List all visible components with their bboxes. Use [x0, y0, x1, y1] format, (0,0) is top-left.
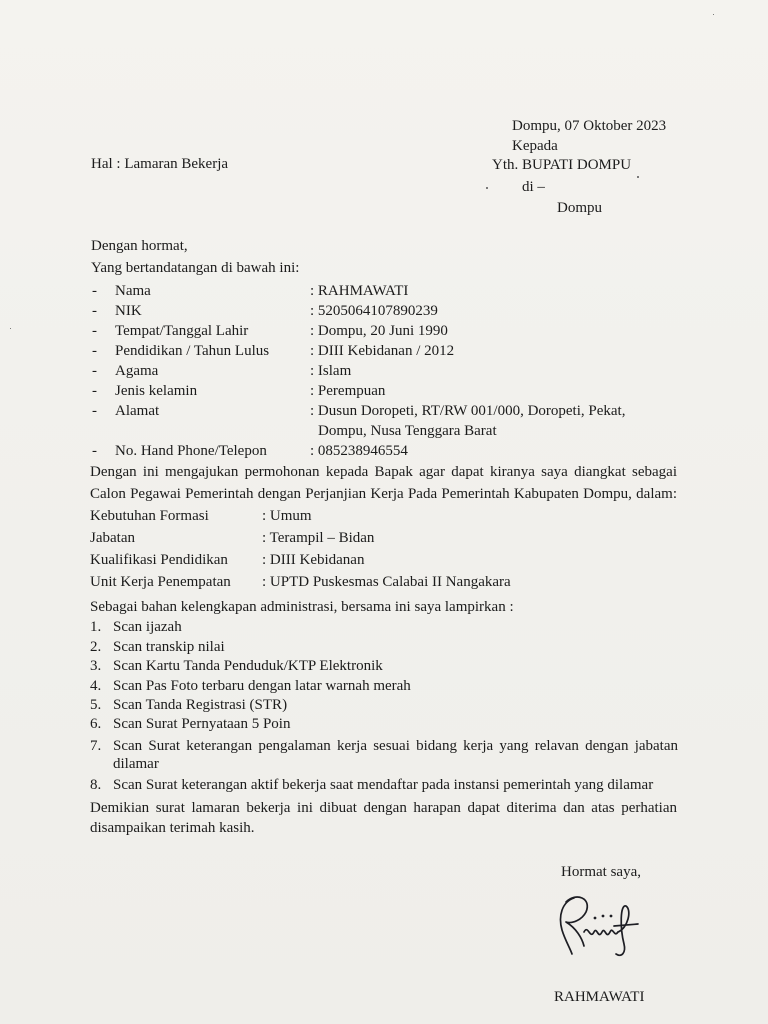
- field-label: Agama: [115, 363, 159, 379]
- salutation: Hormat saya,: [561, 864, 641, 880]
- subject-line: Hal : Lamaran Bekerja: [91, 156, 229, 172]
- item-text: Scan Surat keterangan aktif bekerja saat mendaftar pada instansi pemerintah yang dilamar: [113, 777, 654, 793]
- request-line-2: Calon Pegawai Pemerintah dengan Perjanjian Kerja Pada Pemerintah Kabupaten Dompu, dalam:: [90, 486, 677, 502]
- field-value: : 5205064107890239: [310, 303, 438, 319]
- item-number: 7.: [90, 738, 102, 754]
- field-value: : Islam: [310, 363, 352, 379]
- closing-line-1: Demikian surat lamaran bekerja ini dibuat dengan harapan dapat diterima dan atas perhatian: [90, 800, 677, 816]
- item-text: Scan Kartu Tanda Penduduk/KTP Elektronik: [113, 658, 383, 674]
- position-label: Kualifikasi Pendidikan: [90, 552, 228, 568]
- at-label: di –: [522, 179, 545, 195]
- intro-line: Yang bertandatangan di bawah ini:: [91, 260, 300, 276]
- item-text: Scan Surat keterangan pengalaman kerja sesuai bidang kerja yang relavan dengan jabatan: [113, 738, 678, 754]
- item-text: Scan Surat Pernyataan 5 Poin: [113, 716, 291, 732]
- item-number: 8.: [90, 777, 102, 793]
- position-value: : Umum: [262, 508, 312, 524]
- to-label: Kepada: [512, 138, 558, 154]
- attachments-intro: Sebagai bahan kelengkapan administrasi, bersama ini saya lampirkan :: [90, 599, 514, 615]
- field-value: : RAHMAWATI: [310, 283, 409, 299]
- item-text: Scan Tanda Registrasi (STR): [113, 697, 288, 713]
- addressee: Yth. BUPATI DOMPU: [492, 157, 632, 173]
- field-label: Nama: [115, 283, 151, 299]
- item-text: Scan transkip nilai: [113, 639, 225, 655]
- field-label: Tempat/Tanggal Lahir: [115, 323, 249, 339]
- bullet-dash: -: [92, 323, 97, 339]
- bullet-dash: -: [92, 363, 97, 379]
- bullet-dash: -: [92, 303, 97, 319]
- item-number: 3.: [90, 658, 102, 674]
- signatory-name: RAHMAWATI: [554, 989, 645, 1005]
- request-line-1: Dengan ini mengajukan permohonan kepada Bapak agar dapat kiranya saya diangkat sebagai: [90, 464, 677, 480]
- field-value: : Dusun Doropeti, RT/RW 001/000, Doropeti, Pekat,: [310, 403, 626, 419]
- closing-line-2: disampaikan terimah kasih.: [90, 820, 255, 836]
- bullet-dash: -: [92, 283, 97, 299]
- field-label: Alamat: [115, 403, 160, 419]
- item-number: 4.: [90, 678, 102, 694]
- scan-speck: [10, 328, 11, 329]
- item-text: Scan Pas Foto terbaru dengan latar warnah merah: [113, 678, 411, 694]
- position-label: Unit Kerja Penempatan: [90, 574, 231, 590]
- item-number: 1.: [90, 619, 102, 635]
- position-label: Kebutuhan Formasi: [90, 508, 209, 524]
- signature: [552, 888, 662, 968]
- place-date: Dompu, 07 Oktober 2023: [512, 118, 667, 134]
- field-value: : Dompu, 20 Juni 1990: [310, 323, 448, 339]
- position-value: : Terampil – Bidan: [262, 530, 375, 546]
- item-number: 5.: [90, 697, 102, 713]
- item-text-continued: dilamar: [113, 756, 159, 772]
- position-value: : DIII Kebidanan: [262, 552, 365, 568]
- item-text: Scan ijazah: [113, 619, 182, 635]
- scan-speck: [713, 14, 714, 15]
- field-label: Jenis kelamin: [115, 383, 198, 399]
- position-value: : UPTD Puskesmas Calabai II Nangakara: [262, 574, 511, 590]
- field-label: NIK: [115, 303, 142, 319]
- field-value: : 085238946554: [310, 443, 408, 459]
- position-label: Jabatan: [90, 530, 135, 546]
- city: Dompu: [557, 200, 602, 216]
- field-label: Pendidikan / Tahun Lulus: [115, 343, 270, 359]
- field-label: No. Hand Phone/Telepon: [115, 443, 267, 459]
- field-value: : Perempuan: [310, 383, 386, 399]
- bullet-dash: -: [92, 383, 97, 399]
- greeting: Dengan hormat,: [91, 238, 188, 254]
- field-value: : DIII Kebidanan / 2012: [310, 343, 455, 359]
- scan-speck: [637, 176, 639, 178]
- field-value-continued: Dompu, Nusa Tenggara Barat: [318, 423, 497, 439]
- item-number: 2.: [90, 639, 102, 655]
- bullet-dash: -: [92, 343, 97, 359]
- bullet-dash: -: [92, 403, 97, 419]
- bullet-dash: -: [92, 443, 97, 459]
- item-number: 6.: [90, 716, 102, 732]
- scan-speck: [486, 187, 488, 189]
